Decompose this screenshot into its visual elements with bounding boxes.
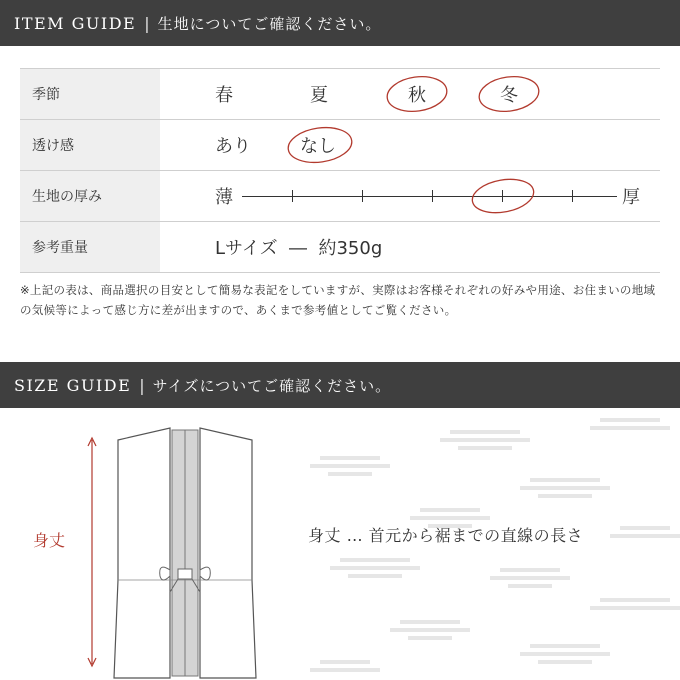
thickness-scale [160,171,660,221]
vest-illustration-icon [100,420,270,680]
body-length-description: 身丈 … 首元から裾までの直線の長さ [308,526,584,545]
length-arrow-icon [84,436,100,668]
season-autumn: 秋 [408,85,426,106]
item-guide-header [0,0,680,46]
weight-row [20,222,660,273]
fabric-table [20,68,660,273]
season-spring: 春 [215,85,233,106]
transparency-values [160,120,660,170]
transparency-yes: あり [215,136,251,157]
weight-label: 参考重量 [20,222,160,272]
season-label: 季節 [20,69,160,119]
header-separator: | [144,13,150,33]
transparency-label: 透け感 [20,120,160,170]
thickness-label: 生地の厚み [20,171,160,221]
size-guide-title-en: SIZE GUIDE [14,375,132,395]
size-guide-title-jp: サイズについてご確認ください。 [152,376,392,395]
season-row [20,69,660,120]
thickness-thin: 薄 [215,187,233,208]
body-length-label: 身丈 [33,531,66,550]
weight-value: Lサイズ ― 約350g [215,238,383,259]
transparency-no: なし [300,136,336,157]
selection-circle-icon [160,69,660,119]
weight-values [160,222,660,272]
selection-circle-icon [160,171,660,221]
item-guide-title-jp: 生地についてご確認ください。 [157,14,382,33]
selection-circle-icon [160,120,660,170]
item-guide-title-en: ITEM GUIDE [14,13,137,33]
season-values [160,69,660,119]
disclaimer-note: ※上記の表は、商品選択の目安として簡易な表記をしていますが、実際はお客様それぞれの好みや用途、お住まいの地域の気候等によって感じ方に差が出ますので、あくまで参考値としてご覧ください。 [20,283,656,317]
season-winter: 冬 [500,85,518,106]
header-separator: | [139,375,145,395]
thickness-thick: 厚 [622,187,640,208]
thickness-row [20,171,660,222]
transparency-row [20,120,660,171]
size-guide-header [0,362,680,408]
season-summer: 夏 [310,85,328,106]
